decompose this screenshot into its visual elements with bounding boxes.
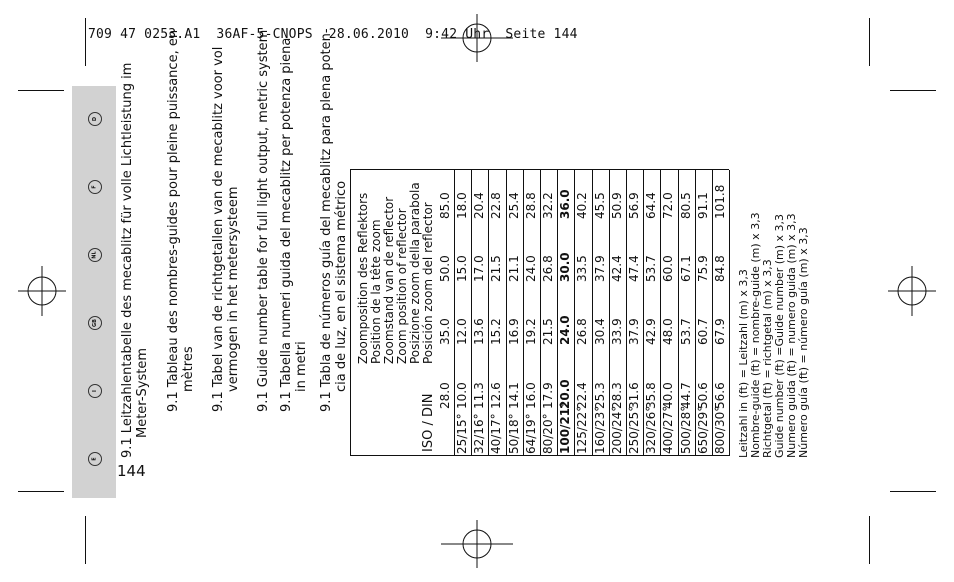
section-title-nl-cont: vermogen in het metersysteem xyxy=(226,186,241,392)
guide-number-cell: 56.9 xyxy=(627,192,641,219)
guide-number-cell: 20.4 xyxy=(472,192,487,219)
section-title-de: 9.1 Leitzahlentabelle des mecablitz für volle Lichtleistung im xyxy=(120,62,135,458)
section-title-es: 9.1 Tabla de números guía del mecablitz para plena poten- xyxy=(319,28,334,412)
guide-number-cell: 25.3 xyxy=(592,382,607,409)
iso-cell: 40/17° xyxy=(489,413,504,454)
registration-mark-left xyxy=(18,266,66,316)
language-badge-it xyxy=(88,384,102,398)
guide-number-cell: 18.0 xyxy=(455,192,469,219)
footnote-it: Numero guida (ft) = numero guida (m) x 3,3 xyxy=(785,213,798,458)
guide-number-cell: 75.9 xyxy=(695,255,710,282)
crop-mark-bottom-right-horizontal xyxy=(890,491,936,492)
guide-number-cell: 26.8 xyxy=(541,255,555,282)
language-tab-strip xyxy=(72,86,116,498)
guide-number-cell: 19.2 xyxy=(523,318,538,345)
guide-number-cell: 22.8 xyxy=(489,192,504,219)
print-header: 709 47 0253.A1 36AF-5-CNOPS 28.06.2010 9:42 Uhr Seite 144 xyxy=(88,27,578,42)
guide-number-cell: 30.0 xyxy=(558,252,573,282)
section-title-fr: 9.1 Tableau des nombres-guides pour pleine puissance, en xyxy=(166,29,181,412)
registration-mark-top xyxy=(441,14,513,62)
iso-cell: 100/21° xyxy=(558,401,573,454)
column-header-85: 85.0 xyxy=(438,192,452,219)
table-header-iso: ISO / DIN xyxy=(421,393,436,452)
footnote-fr: Nombre-guide (ft) = nombre-guide (m) x 3,3 xyxy=(749,212,762,458)
guide-number-cell: 16.0 xyxy=(523,382,538,409)
iso-cell: 80/20° xyxy=(541,413,555,454)
language-badge-es xyxy=(88,452,102,466)
guide-number-cell: 67.9 xyxy=(713,318,727,345)
section-title-fr-cont: mètres xyxy=(181,346,196,392)
guide-number-cell: 17.0 xyxy=(472,255,487,282)
iso-cell: 500/28° xyxy=(678,405,693,454)
guide-number-cell: 15.0 xyxy=(455,255,469,282)
guide-number-cell: 50.9 xyxy=(609,192,624,219)
guide-number-cell: 24.0 xyxy=(523,255,538,282)
registration-mark-bottom xyxy=(441,520,513,568)
footnote-es: Número guía (ft) = número guía (m) x 3,3 xyxy=(797,227,810,458)
guide-number-cell: 12.6 xyxy=(489,382,504,409)
guide-number-cell: 48.0 xyxy=(661,318,676,345)
column-header-50: 50.0 xyxy=(438,255,452,282)
language-badge-label: GB xyxy=(91,319,98,327)
iso-cell: 400/27° xyxy=(661,405,676,454)
guide-number-cell: 33.9 xyxy=(609,318,624,345)
iso-cell: 650/29° xyxy=(695,405,710,454)
language-badge-label: F xyxy=(91,185,98,189)
guide-number-cell: 13.6 xyxy=(472,318,487,345)
guide-number-cell: 40.0 xyxy=(661,382,676,409)
zoom-header-nl: Zoomstand van de reflector xyxy=(382,196,396,364)
language-badge-label: E xyxy=(91,457,98,461)
guide-number-cell: 12.0 xyxy=(455,318,469,345)
guide-number-cell: 37.9 xyxy=(627,318,641,345)
crop-mark-bottom-left-vertical xyxy=(85,516,86,564)
language-badge-label: NL xyxy=(92,251,98,259)
guide-number-cell: 15.2 xyxy=(489,318,504,345)
guide-number-cell: 36.0 xyxy=(558,189,573,219)
crop-mark-top-left-vertical xyxy=(85,18,86,66)
guide-number-cell: 60.7 xyxy=(695,318,710,345)
guide-number-cell: 72.0 xyxy=(661,192,676,219)
section-title-es-cont: cia de luz, en el sistema métrico xyxy=(334,180,349,392)
guide-number-cell: 22.4 xyxy=(575,382,590,409)
guide-number-cell: 28.3 xyxy=(609,382,624,409)
guide-number-cell: 44.7 xyxy=(678,382,693,409)
guide-number-cell: 101.8 xyxy=(713,184,727,219)
guide-number-cell: 53.7 xyxy=(644,255,659,282)
zoom-header-es: Posición zoom del reflector xyxy=(421,202,435,364)
guide-number-cell: 14.1 xyxy=(506,382,521,409)
footnote-de: Leitzahl in (ft) = Leitzahl (m) x 3,3 xyxy=(737,269,750,458)
guide-number-cell: 24.0 xyxy=(558,315,573,345)
table-frame-top xyxy=(350,170,351,456)
section-title-it: 9.1 Tabella numeri guida del mecablitz per potenza piena xyxy=(279,37,294,412)
guide-number-cell: 47.4 xyxy=(627,255,641,282)
guide-number-cell: 25.4 xyxy=(506,192,521,219)
section-title-en: 9.1 Guide number table for full light output, metric system xyxy=(256,29,271,412)
guide-number-cell: 11.3 xyxy=(472,382,487,409)
guide-number-cell: 84.8 xyxy=(713,255,727,282)
zoom-header-en: Zoom position of reflector xyxy=(395,208,409,364)
section-title-it-cont: in metri xyxy=(294,341,309,392)
guide-number-cell: 37.9 xyxy=(592,255,607,282)
footnote-nl: Richtgetal (ft) = richtgetal (m) x 3,3 xyxy=(761,259,774,458)
iso-cell: 32/16° xyxy=(472,413,487,454)
guide-number-cell: 50.6 xyxy=(695,382,710,409)
language-badge-nl xyxy=(88,248,102,262)
iso-cell: 800/30° xyxy=(713,405,727,454)
guide-number-cell: 16.9 xyxy=(506,318,521,345)
iso-cell: 125/22° xyxy=(575,405,590,454)
guide-number-cell: 32.2 xyxy=(541,192,555,219)
crop-mark-top-right-horizontal xyxy=(890,90,936,91)
iso-cell: 250/25° xyxy=(627,405,641,454)
iso-cell: 50/18° xyxy=(506,413,521,454)
iso-cell: 320/26° xyxy=(644,405,659,454)
guide-number-cell: 33.5 xyxy=(575,255,590,282)
guide-number-cell: 67.1 xyxy=(678,255,693,282)
guide-number-cell: 91.1 xyxy=(695,192,710,219)
zoom-header-it: Posizione zoom della parabola xyxy=(408,182,422,364)
crop-mark-bottom-right-vertical xyxy=(869,516,870,564)
column-header-28: 28.0 xyxy=(438,382,452,409)
section-title-de-cont: Meter-System xyxy=(135,348,150,438)
language-badge-de xyxy=(88,112,102,126)
guide-number-cell: 53.7 xyxy=(678,318,693,345)
guide-number-cell: 30.4 xyxy=(592,318,607,345)
language-badge-label: D xyxy=(92,116,98,122)
zoom-header-de: Zoomposition des Reflektors xyxy=(356,192,370,364)
crop-mark-top-left-horizontal xyxy=(18,90,64,91)
iso-cell: 160/23° xyxy=(592,405,607,454)
language-badge-label: I xyxy=(92,390,98,392)
guide-number-cell: 40.2 xyxy=(575,192,590,219)
iso-cell: 200/24° xyxy=(609,405,624,454)
registration-mark-right xyxy=(888,266,936,316)
guide-number-cell: 20.0 xyxy=(558,379,573,409)
footnote-en: Guide number (ft) =Guide number (m) x 3,3 xyxy=(773,213,786,458)
guide-number-cell: 17.9 xyxy=(541,382,555,409)
language-badge-gb xyxy=(88,316,102,330)
crop-mark-bottom-left-horizontal xyxy=(18,491,64,492)
iso-cell: 64/19° xyxy=(523,413,538,454)
guide-number-cell: 26.8 xyxy=(575,318,590,345)
guide-number-cell: 10.0 xyxy=(455,382,469,409)
guide-number-cell: 28.8 xyxy=(523,192,538,219)
guide-number-cell: 21.5 xyxy=(541,318,555,345)
iso-cell: 25/15° xyxy=(455,413,469,454)
guide-number-cell: 45.5 xyxy=(592,192,607,219)
page-number: 144 xyxy=(117,462,146,480)
zoom-header-fr: Position de la tête zoom xyxy=(369,219,383,364)
guide-number-cell: 42.9 xyxy=(644,318,659,345)
guide-number-cell: 35.8 xyxy=(644,382,659,409)
table-frame-bottom xyxy=(729,170,730,456)
guide-number-cell: 64.4 xyxy=(644,192,659,219)
section-title-nl: 9.1 Tabel van de richtgetallen van de mecablitz voor vol xyxy=(211,46,226,412)
guide-number-cell: 21.1 xyxy=(506,255,521,282)
guide-number-cell: 60.0 xyxy=(661,255,676,282)
crop-mark-top-right-vertical xyxy=(869,18,870,66)
guide-number-cell: 42.4 xyxy=(609,255,624,282)
column-header-35: 35.0 xyxy=(438,318,452,345)
guide-number-cell: 21.5 xyxy=(489,255,504,282)
language-badge-fr xyxy=(88,180,102,194)
guide-number-cell: 31.6 xyxy=(627,382,641,409)
guide-number-cell: 80.5 xyxy=(678,192,693,219)
guide-number-cell: 56.6 xyxy=(713,382,727,409)
